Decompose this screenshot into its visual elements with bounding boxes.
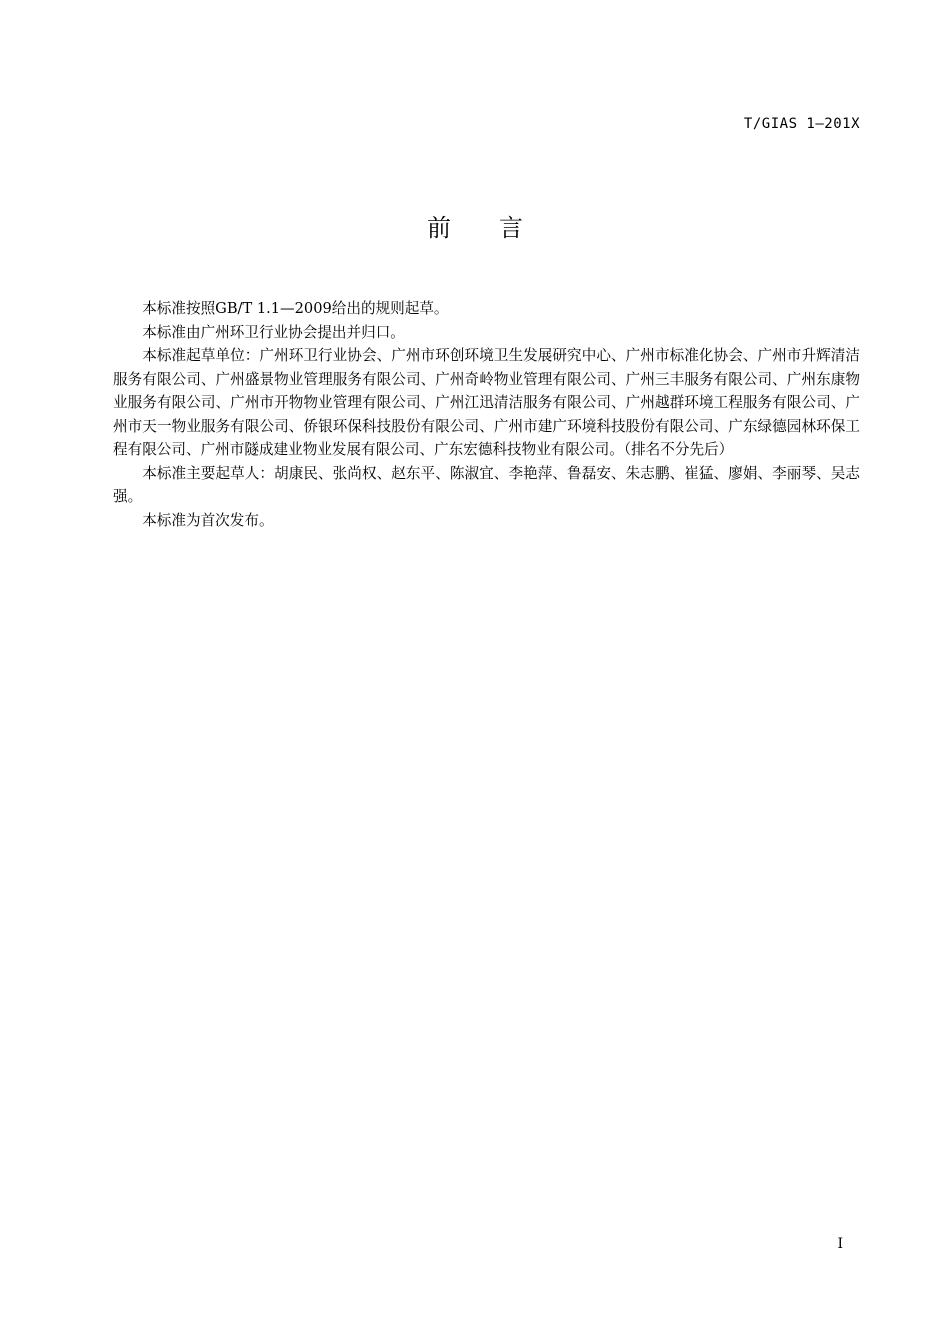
- page-title: 前 言: [427, 214, 523, 242]
- page-number: I: [837, 1236, 843, 1252]
- document-code: T/GIAS 1—201X: [743, 116, 860, 132]
- paragraph-drafting-units: 本标准起草单位：广州环卫行业协会、广州市环创环境卫生发展研究中心、广州市标准化协会、广州市升辉清洁服务有限公司、广州盛景物业管理服务有限公司、广州奇岭物业管理有限公司、广州三丰服务有限公司、广州东康物业服务有限公司、广州市开物物业管理有限公司、广州江迅清洁服务有限公司、广州越群环境工程服务有限公司、广州市天一物业服务有限公司、侨银环保科技股份有限公司、广州市建广环境科技股份有限公司、广东绿德园林环保工程有限公司、广州市隧成建业物业发展有限公司、广东宏德科技物业有限公司。（排名不分先后）: [113, 347, 860, 458]
- paragraph-first-release: 本标准为首次发布。: [142, 511, 274, 529]
- paragraph-main-drafters: 本标准主要起草人：胡康民、张尚权、赵东平、陈淑宜、李艳萍、鲁磊安、朱志鹏、崔猛、廖娟、李丽琴、吴志强。: [113, 464, 860, 505]
- paragraph-drafting-rules: 本标准按照GB/T 1.1—2009给出的规则起草。: [142, 300, 449, 317]
- body-text: [113, 297, 860, 532]
- paragraph-proposer: 本标准由广州环卫行业协会提出并归口。: [142, 323, 405, 341]
